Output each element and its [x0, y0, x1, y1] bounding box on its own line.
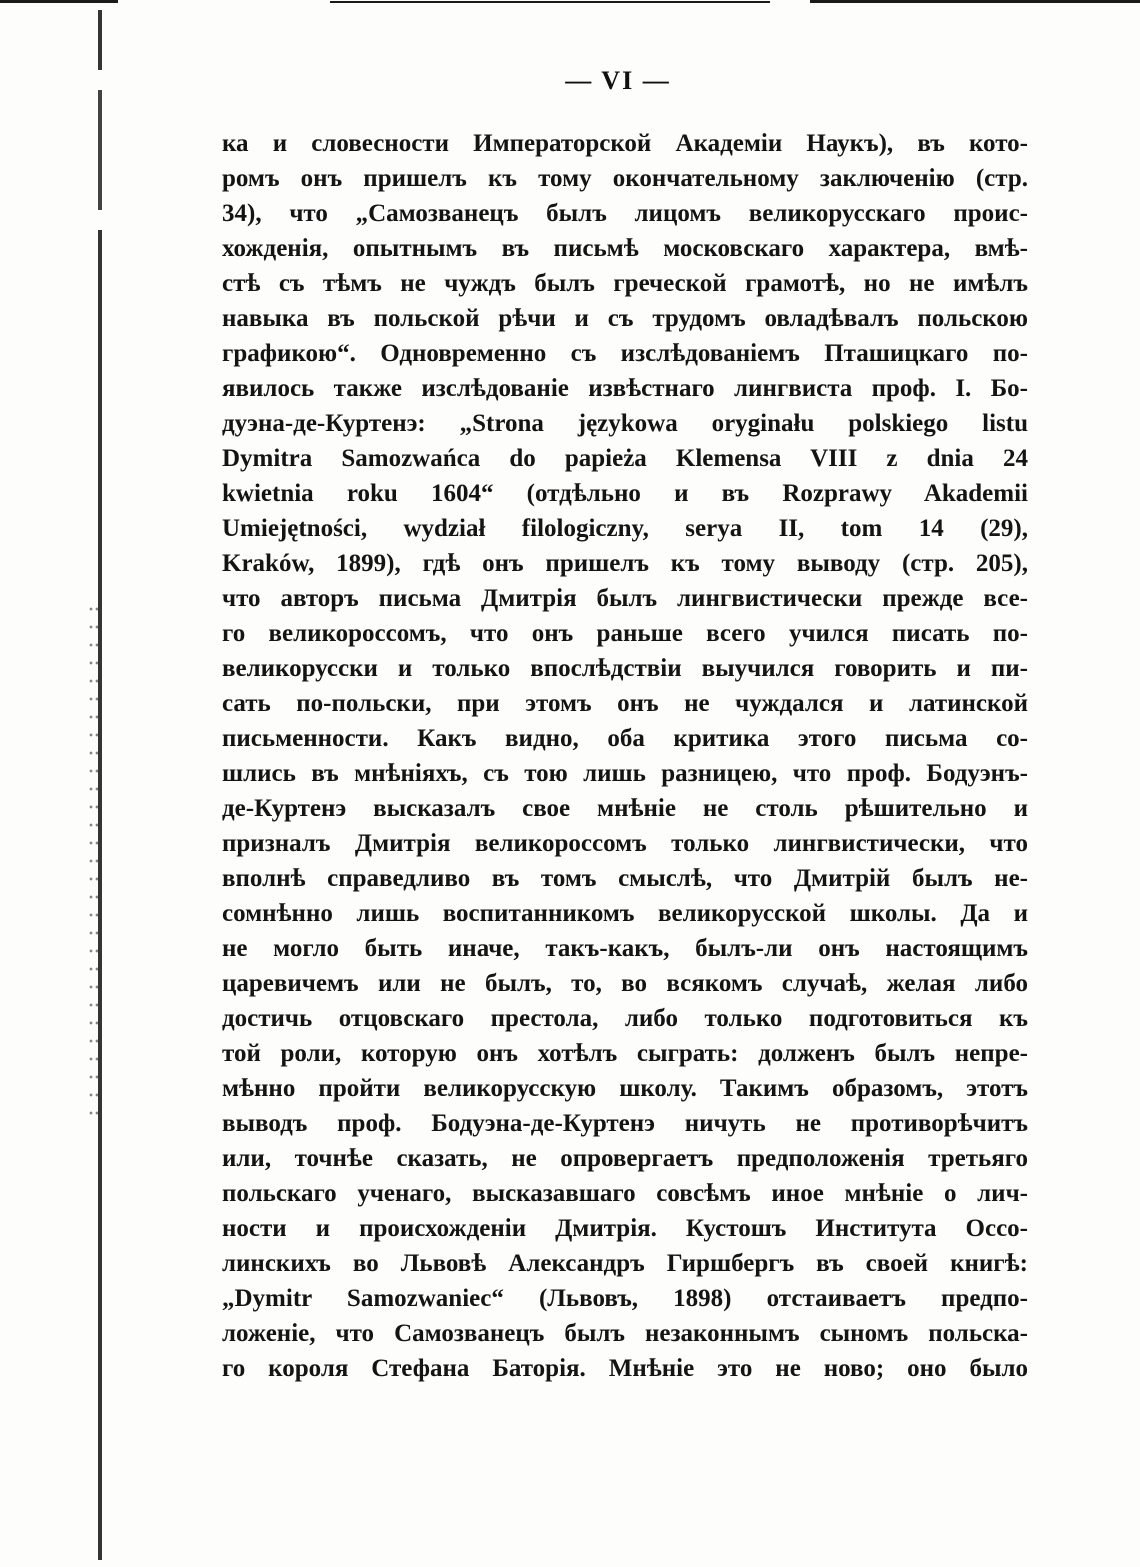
text-line: де-Куртенэ высказалъ свое мнѣніе не столь рѣшительно и — [222, 795, 1028, 822]
text-line: Umiejętności, wydział filologiczny, serya II, tom 14 (29), — [222, 515, 1028, 542]
text-line: kwietnia roku 1604“ (отдѣльно и въ Rozprawy Akademii — [222, 480, 1028, 507]
text-line: ности и происхожденіи Дмитрія. Кустошъ Института Оссо- — [222, 1215, 1028, 1242]
text-line: го великороссомъ, что онъ раньше всего учился писать по- — [222, 620, 1028, 647]
text-line: вполнѣ справедливо въ томъ смыслѣ, что Дмитрій былъ не- — [222, 865, 1028, 892]
scan-top-rule-left — [0, 0, 118, 3]
text-line: царевичемъ или не былъ, то, во всякомъ случаѣ, желая либо — [222, 970, 1028, 997]
scan-top-rule-middle — [330, 1, 770, 3]
text-line: графикою“. Одновременно съ изслѣдованіемъ Пташицкаго по- — [222, 340, 1028, 367]
text-line: навыка въ польской рѣчи и съ трудомъ овладѣвалъ польскою — [222, 305, 1028, 332]
text-line: или, точнѣе сказать, не опровергаетъ предположенія третьяго — [222, 1145, 1028, 1172]
scan-specks — [88, 600, 102, 1120]
text-line: не могло быть иначе, такъ-какъ, былъ-ли онъ настоящимъ — [222, 935, 1028, 962]
text-line: стѣ съ тѣмъ не чуждъ былъ греческой грамотѣ, но не имѣлъ — [222, 270, 1028, 297]
text-line: той роли, которую онъ хотѣлъ сыграть: долженъ былъ непре- — [222, 1040, 1028, 1067]
text-line: достичь отцовскаго престола, либо только подготовиться къ — [222, 1005, 1028, 1032]
text-line: шлись въ мнѣніяхъ, съ тою лишь разницею, что проф. Бодуэнъ- — [222, 760, 1028, 787]
text-line: мѣнно пройти великорусскую школу. Такимъ образомъ, этотъ — [222, 1075, 1028, 1102]
text-line: великорусски и только впослѣдствіи выучился говорить и пи- — [222, 655, 1028, 682]
text-line: „Dymitr Samozwaniec“ (Львовъ, 1898) отстаиваетъ предпо- — [222, 1285, 1028, 1312]
text-line: что авторъ письма Дмитрія былъ лингвистически прежде все- — [222, 585, 1028, 612]
page-number: — VI — — [565, 66, 671, 95]
text-line: явилось также изслѣдованіе извѣстнаго лингвиста проф. І. Бо- — [222, 375, 1028, 402]
text-line: 34), что „Самозванецъ былъ лицомъ великорусскаго проис- — [222, 200, 1028, 227]
text-line: письменности. Какъ видно, оба критика этого письма со- — [222, 725, 1028, 752]
text-line: призналъ Дмитрія великороссомъ только лингвистически, что — [222, 830, 1028, 857]
text-line: польскаго ученаго, высказавшаго совсѣмъ иное мнѣніе о лич- — [222, 1180, 1028, 1207]
text-line: Dymitra Samozwańca do papieża Klemensa VIII z dnia 24 — [222, 445, 1028, 472]
text-line: линскихъ во Львовѣ Александръ Гиршбергъ въ своей книгѣ: — [222, 1250, 1028, 1277]
text-line: дуэна-де-Куртенэ: „Strona językowa oryginału polskiego listu — [222, 410, 1028, 437]
text-line: ромъ онъ пришелъ къ тому окончательному заключенію (стр. — [222, 165, 1028, 192]
text-line: ка и словесности Императорской Академіи Наукъ), въ кото- — [222, 130, 1028, 157]
text-line: хожденія, опытнымъ въ письмѣ московскаго характера, вмѣ- — [222, 235, 1028, 262]
text-line: Kraków, 1899), гдѣ онъ пришелъ къ тому выводу (стр. 205), — [222, 550, 1028, 577]
body-text — [222, 126, 1028, 1386]
text-line: выводъ проф. Бодуэна-де-Куртенэ ничуть не противорѣчитъ — [222, 1110, 1028, 1137]
text-line: го короля Стефана Баторія. Мнѣніе это не ново; оно было — [222, 1355, 1028, 1382]
text-line: ложеніе, что Самозванецъ былъ незаконнымъ сыномъ польска- — [222, 1320, 1028, 1347]
text-line: сать по-польски, при этомъ онъ не чуждался и латинской — [222, 690, 1028, 717]
text-line: сомнѣнно лишь воспитанникомъ великорусской школы. Да и — [222, 900, 1028, 927]
scan-top-rule-right — [810, 0, 1140, 3]
